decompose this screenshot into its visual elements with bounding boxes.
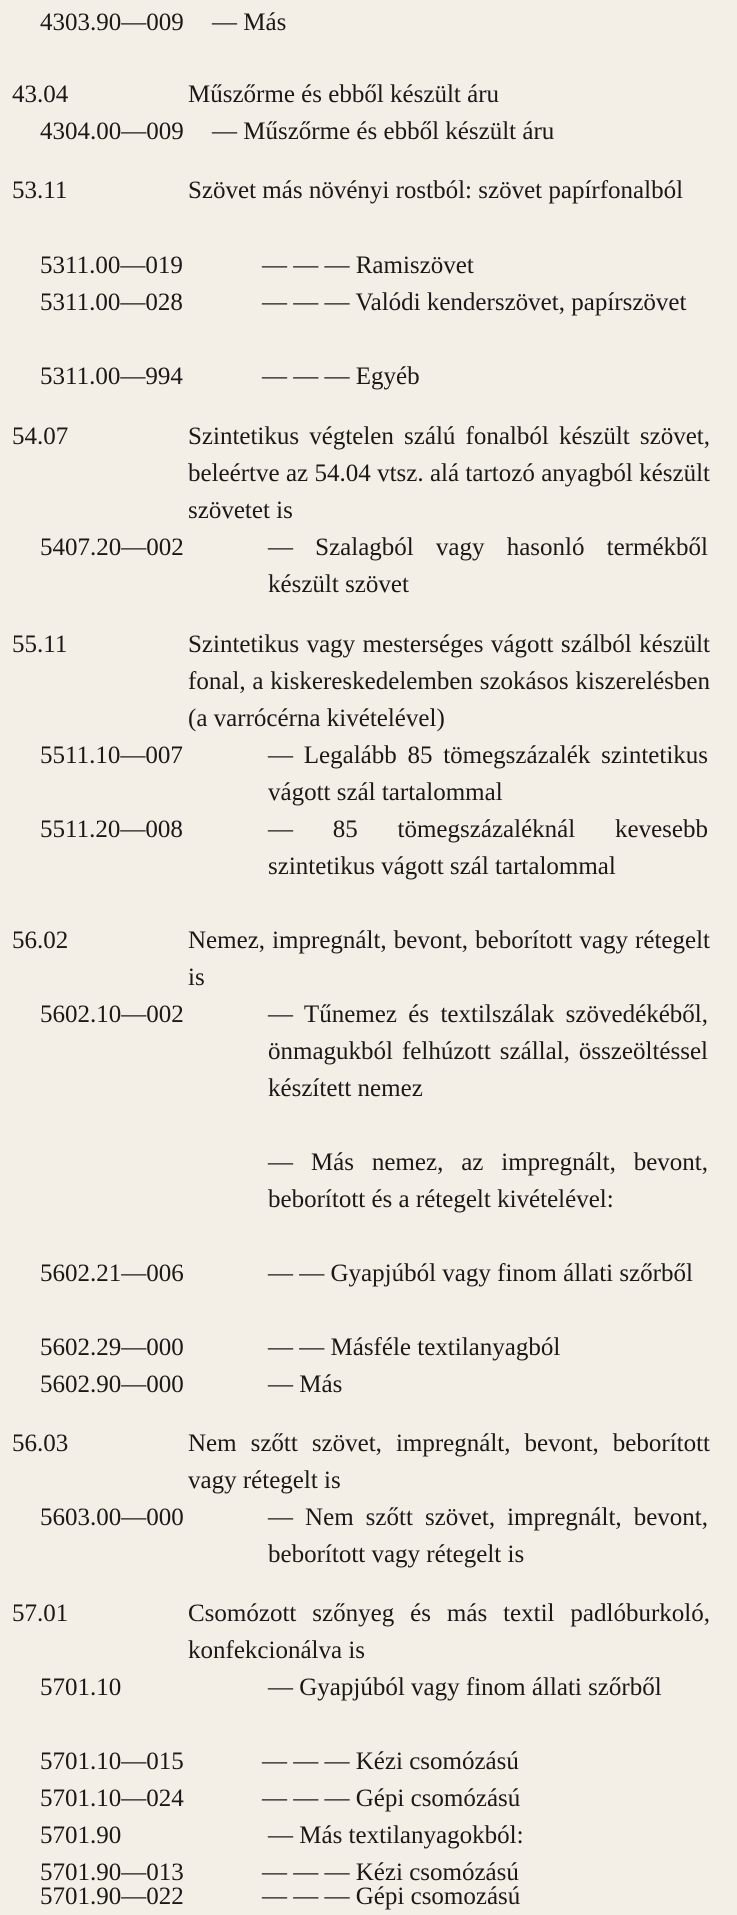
indent-dash: — [212, 118, 237, 145]
description-text: Más [299, 1371, 343, 1398]
indent-dash: — — — [262, 1883, 350, 1910]
description-text: Egyéb [355, 363, 420, 390]
tariff-code: 5603.00—000 [40, 1504, 184, 1531]
tariff-description [212, 113, 697, 150]
heading-code: 54.07 [12, 423, 69, 450]
tariff-description [268, 1255, 708, 1292]
indent-dash: — — — [262, 1748, 350, 1775]
heading-description: Szövet más növényi rostból: szövet papírfonalból [188, 177, 684, 204]
heading-description: Nem szőtt szövet, impregnált, bevont, beborított vagy rétegelt is [188, 1430, 710, 1494]
indent-dash: — [212, 9, 237, 36]
description-text: Gépi csomozású [355, 1883, 521, 1910]
description-text: Más textilanyagokból: [299, 1822, 524, 1849]
tariff-code: 5511.10—007 [40, 742, 183, 769]
indent-dash: — [268, 1822, 293, 1849]
indent-dash: — — — [262, 1859, 350, 1886]
tariff-code: 5701.90 [40, 1822, 122, 1849]
tariff-description [268, 996, 708, 1107]
indent-dash: — [268, 1674, 293, 1701]
heading-code: 56.03 [12, 1430, 69, 1457]
tariff-description [268, 811, 708, 885]
description-text: Legalább 85 tömegszázalék szintetikus vágott szál tartalommal [268, 742, 708, 806]
tariff-description [268, 1499, 708, 1573]
tariff-code: 5602.90—000 [40, 1371, 184, 1398]
description-text: Szalagból vagy hasonló termékből készült szövet [268, 534, 708, 598]
indent-dash: — [268, 534, 293, 561]
tariff-code: 4304.00—009 [40, 118, 184, 145]
tariff-code: 5602.29—000 [40, 1334, 184, 1361]
tariff-code: 5407.20—002 [40, 534, 184, 561]
indent-dash: — — [268, 1334, 325, 1361]
indent-dash: — [268, 1371, 293, 1398]
heading-code: 56.02 [12, 927, 69, 954]
description-text: Más [243, 9, 287, 36]
tariff-description [268, 1669, 708, 1706]
indent-dash: — — — [262, 363, 350, 390]
indent-dash: — — [268, 1260, 325, 1287]
indent-dash: — — — [262, 252, 350, 279]
tariff-code: 5701.90—013 [40, 1859, 184, 1886]
heading-code: 43.04 [12, 81, 69, 108]
tariff-code: 5311.00—994 [40, 363, 183, 390]
indent-dash: — [268, 1504, 293, 1531]
tariff-description [262, 247, 697, 284]
tariff-description [268, 1329, 708, 1366]
tariff-description [268, 1144, 708, 1218]
description-text: Másféle textilanyagból [330, 1334, 561, 1361]
description-text: Valódi kenderszövet, papírszövet [355, 289, 687, 316]
tariff-description [268, 737, 708, 811]
indent-dash: — — — [262, 289, 350, 316]
tariff-description [212, 4, 697, 41]
description-text: Műszőrme és ebből készült áru [243, 118, 555, 145]
heading-description: Csomózott szőnyeg és más textil padlóburkoló, konfekcionálva is [188, 1600, 710, 1664]
heading-description: Nemez, impregnált, bevont, beborított vagy rétegelt is [188, 927, 710, 991]
heading-description: Szintetikus vagy mesterséges vágott szálból készült fonal, a kiskereskedelemben szokásos kiszerelésben (a varrócérna kivételével) [188, 631, 710, 732]
tariff-description [262, 284, 697, 321]
description-text: Más nemez, az impregnált, bevont, beborított és a rétegelt kivételével: [268, 1149, 709, 1213]
description-text: 85 tömegszázaléknál kevesebb szintetikus vágott szál tartalommal [268, 816, 708, 880]
tariff-code: 4303.90—009 [40, 9, 184, 36]
tariff-code: 5602.10—002 [40, 1001, 184, 1028]
tariff-code: 5701.10—024 [40, 1785, 184, 1812]
tariff-code: 5511.20—008 [40, 816, 183, 843]
description-text: Ramiszövet [355, 252, 474, 279]
tariff-description [268, 1817, 708, 1854]
indent-dash: — [268, 742, 293, 769]
tariff-description [262, 1878, 707, 1915]
description-text: Gépi csomózású [355, 1785, 521, 1812]
tariff-description [268, 1366, 708, 1403]
tariff-description [262, 358, 697, 395]
description-text: Kézi csomózású [355, 1859, 519, 1886]
tariff-code: 5701.10 [40, 1674, 122, 1701]
description-text: Kézi csomózású [355, 1748, 519, 1775]
heading-code: 53.11 [12, 177, 68, 204]
indent-dash: — [268, 1149, 293, 1176]
indent-dash: — — — [262, 1785, 350, 1812]
indent-dash: — [268, 1001, 293, 1028]
description-text: Tűnemez és textilszálak szövedékéből, önmagukból felhúzott szállal, összeöltéssel készített nemez [268, 1001, 708, 1102]
tariff-description [262, 1780, 707, 1817]
heading-code: 55.11 [12, 631, 68, 658]
tariff-code: 5602.21—006 [40, 1260, 184, 1287]
tariff-description [262, 1743, 707, 1780]
description-text: Gyapjúból vagy finom állati szőrből [299, 1674, 662, 1701]
tariff-code: 5311.00—028 [40, 289, 183, 316]
indent-dash: — [268, 816, 293, 843]
tariff-code: 5701.10—015 [40, 1748, 184, 1775]
heading-code: 57.01 [12, 1600, 69, 1627]
heading-description: Szintetikus végtelen szálú fonalból készült szövet, beleértve az 54.04 vtsz. alá tartozó anyagból készült szövetet is [188, 423, 710, 524]
description-text: Nem szőtt szövet, impregnált, bevont, beborított vagy rétegelt is [268, 1504, 708, 1568]
heading-description: Műszőrme és ebből készült áru [188, 81, 500, 108]
description-text: Gyapjúból vagy finom állati szőrből [330, 1260, 693, 1287]
tariff-code: 5701.90—022 [40, 1883, 184, 1910]
tariff-description [268, 529, 708, 603]
tariff-code: 5311.00—019 [40, 252, 183, 279]
